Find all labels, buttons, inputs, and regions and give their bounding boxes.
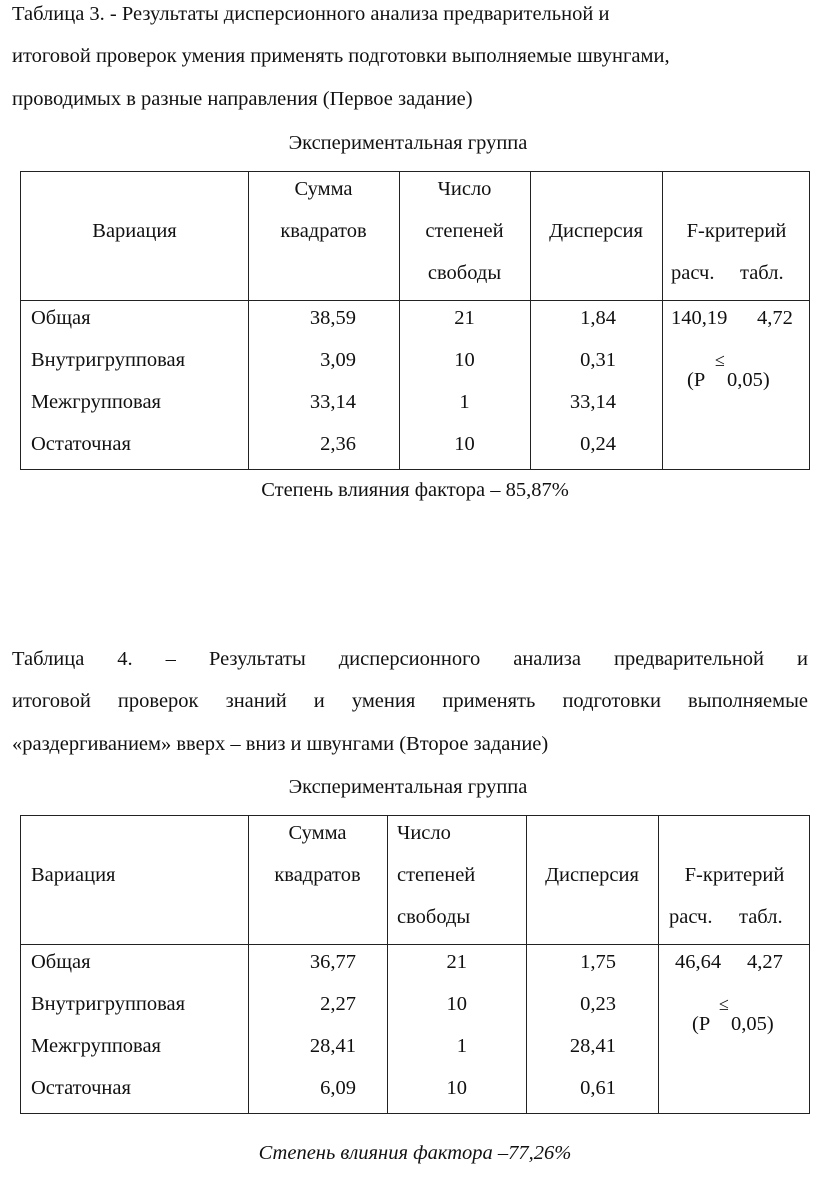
table3-le-symbol: ≤ [715, 350, 725, 370]
table3-row-1-name: Общая [31, 307, 91, 329]
table4-row-1-df: 21 [446, 951, 467, 973]
table4-header-f-table: табл. [739, 906, 783, 928]
table3-row-2-df: 10 [454, 349, 475, 371]
table3-caption-line-1: Таблица 3. - Результаты дисперсионного анализа предварительной и [12, 3, 610, 25]
table4-header-f-criterion: F-критерий [684, 864, 785, 886]
table4-le-symbol: ≤ [719, 994, 729, 1014]
table4-row-3-name: Межгрупповая [31, 1035, 161, 1057]
table4-f-table: 4,27 [747, 951, 783, 973]
table4-row-1-sum: 36,77 [309, 951, 356, 973]
table3-header-f-criterion: F-критерий [686, 220, 787, 242]
table3-row-2-disp: 0,31 [580, 349, 616, 371]
table4-row-1-disp: 1,75 [580, 951, 616, 973]
table4-row-2-name: Внутригрупповая [31, 993, 186, 1015]
table3-factor-influence: Степень влияния фактора – 85,87% [261, 479, 569, 501]
table4-row-3-disp: 28,41 [569, 1035, 616, 1057]
table4-caption-line-3: «раздергиванием» вверх – вниз и швунгами (Второе задание) [12, 733, 549, 755]
table4-caption-line-2: итоговой проверок знаний и умения применять подготовки выполняемые [12, 690, 808, 712]
table3-header-variation: Вариация [92, 220, 177, 242]
table3-f-calc: 140,19 [671, 307, 728, 329]
table3-p-prefix: (P [687, 369, 706, 391]
table4-header-df-2: степеней [397, 864, 476, 886]
table3-header-df-3: свободы [427, 262, 502, 284]
table4-factor-influence: Степень влияния фактора –77,26% [258, 1142, 572, 1164]
table3-row-2-name: Внутригрупповая [31, 349, 186, 371]
table3-col-divider [662, 172, 663, 469]
table3-row-3-sum: 33,14 [309, 391, 356, 413]
table4-row-4-df: 10 [446, 1077, 467, 1099]
table3-header-sum-1: Сумма [294, 178, 353, 200]
table3-caption-line-3: проводимых в разные направления (Первое задание) [12, 88, 473, 110]
table4-f-calc: 46,64 [675, 951, 722, 973]
table4-row-3-df: 1 [456, 1035, 467, 1057]
table4-row-4-sum: 6,09 [320, 1077, 356, 1099]
table4-header-divider [21, 944, 809, 945]
table4-header-df-1: Число [397, 822, 451, 844]
table4-row-1-name: Общая [31, 951, 91, 973]
table4-row-3-sum: 28,41 [309, 1035, 356, 1057]
table3-row-3-df: 1 [459, 391, 470, 413]
table3-row-3-name: Межгрупповая [31, 391, 161, 413]
table3-row-4-name: Остаточная [31, 433, 131, 455]
table3-row-4-df: 10 [454, 433, 475, 455]
table4-header-sum-1: Сумма [288, 822, 347, 844]
table3-row-2-sum: 3,09 [320, 349, 356, 371]
table4 [20, 815, 810, 1114]
table3-header-df-2: степеней [425, 220, 504, 242]
table4-header-f-calc: расч. [669, 906, 713, 928]
table4-header-sum-2: квадратов [274, 864, 361, 886]
table3-header-sum-2: квадратов [280, 220, 367, 242]
table3-p-value: 0,05) [727, 369, 770, 391]
table3-row-3-disp: 33,14 [569, 391, 616, 413]
table4-row-2-disp: 0,23 [580, 993, 616, 1015]
table4-p-prefix: (P [692, 1013, 711, 1035]
table3-f-table: 4,72 [757, 307, 793, 329]
table3-row-1-disp: 1,84 [580, 307, 616, 329]
table4-col-divider [658, 816, 659, 1113]
table4-header-df-3: свободы [397, 906, 471, 928]
table4-row-4-name: Остаточная [31, 1077, 131, 1099]
table4-header-dispersion: Дисперсия [545, 864, 639, 886]
table3 [20, 171, 810, 470]
table3-row-4-sum: 2,36 [320, 433, 356, 455]
table4-row-2-df: 10 [446, 993, 467, 1015]
table3-row-1-df: 21 [454, 307, 475, 329]
table4-p-value: 0,05) [731, 1013, 774, 1035]
table3-header-divider [21, 300, 809, 301]
table4-header-variation: Вариация [31, 864, 116, 886]
table4-row-4-disp: 0,61 [580, 1077, 616, 1099]
table4-caption-line-1: Таблица 4. – Результаты дисперсионного анализа предварительной и [12, 648, 808, 670]
table3-caption-line-2: итоговой проверок умения применять подготовки выполняемые швунгами, [12, 45, 670, 67]
table3-header-dispersion: Дисперсия [549, 220, 643, 242]
table4-group-title: Экспериментальная группа [288, 776, 528, 798]
table3-row-1-sum: 38,59 [309, 307, 356, 329]
table3-header-f-table: табл. [740, 262, 784, 284]
table3-header-f-calc: расч. [671, 262, 715, 284]
table3-header-df-1: Число [437, 178, 492, 200]
table3-group-title: Экспериментальная группа [288, 132, 528, 154]
table3-row-4-disp: 0,24 [580, 433, 616, 455]
table4-row-2-sum: 2,27 [320, 993, 356, 1015]
